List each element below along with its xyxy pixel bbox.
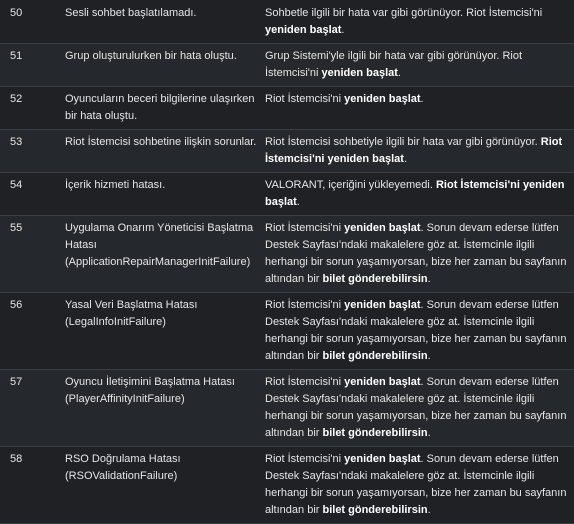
error-message-cell: İçerik hizmeti hatası. [65,173,265,216]
error-solution-cell [265,370,574,447]
solution-emphasis: bilet gönderebilirsin [322,350,428,362]
error-code-cell: 57 [0,370,65,447]
solution-emphasis: yeniden başlat [344,222,421,234]
error-solution-cell [265,173,574,216]
error-message-cell: Yasal Veri Başlatma Hatası (LegalInfoInitFailure) [65,293,265,370]
solution-emphasis: bilet gönderebilirsin [322,273,428,285]
solution-text: Sohbetle ilgili bir hata var gibi görünüyor. Riot İstemcisi'ni [265,7,543,19]
solution-text: VALORANT, içeriğini yükleyemedi. [265,179,436,191]
error-solution-cell [265,87,574,130]
table-row [0,293,574,370]
solution-emphasis: yeniden başlat [344,93,421,105]
error-code-cell: 53 [0,130,65,173]
table-row [0,44,574,87]
solution-text: . [403,153,408,165]
error-solution-cell [265,216,574,293]
solution-text: . [296,196,300,208]
solution-text: Grup Sistemi'yle ilgili bir hata var gibi görünüyor. Riot İstemcisi'ni [265,50,523,79]
solution-text: . Sorun devam ederse lütfen Destek Sayfası'ndaki makalelere göz at. İstemcinle ilgili herhangi bir sorun yaşamıyorsan, bize her zaman bu sayfanın altından bir [265,453,567,516]
solution-emphasis: Riot İstemcisi'ni yeniden başlat [265,136,563,165]
error-message-cell: Sesli sohbet başlatılamadı. [65,0,265,44]
error-code-cell: 50 [0,0,65,44]
solution-text: . Sorun devam ederse lütfen Destek Sayfası'ndaki makalelere göz at. İstemcinle ilgili herhangi bir sorun yaşamıyorsan, bize her zaman bu sayfanın altından bir [265,376,567,439]
solution-text: . Sorun devam ederse lütfen Destek Sayfası'ndaki makalelere göz at. İstemcinle ilgili herhangi bir sorun yaşamıyorsan, bize her zaman bu sayfanın altından bir [265,299,567,362]
error-code-cell: 51 [0,44,65,87]
error-message-cell: RSO Doğrulama Hatası (RSOValidationFailure) [65,447,265,524]
solution-text: . [427,273,431,285]
solution-text: Riot İstemcisi sohbetiyle ilgili bir hata var gibi görünüyor. [265,136,541,148]
error-solution-cell [265,0,574,44]
solution-text: Riot İstemcisi'ni [265,299,345,311]
error-code-cell: 54 [0,173,65,216]
error-message-cell: Riot İstemcisi sohbetine ilişkin sorunlar. [65,130,265,173]
error-message-cell: Grup oluşturulurken bir hata oluştu. [65,44,265,87]
error-code-cell: 55 [0,216,65,293]
error-message-cell: Oyuncu İletişimini Başlatma Hatası (PlayerAffinityInitFailure) [65,370,265,447]
error-solution-cell [265,447,574,524]
solution-text: . [341,24,345,36]
solution-emphasis: yeniden başlat [321,67,398,79]
solution-emphasis: yeniden başlat [344,376,421,388]
solution-text: . [427,350,431,362]
solution-emphasis: bilet gönderebilirsin [322,504,428,516]
solution-emphasis: yeniden başlat [344,299,421,311]
solution-text: . [427,504,431,516]
table-row [0,87,574,130]
error-code-cell: 58 [0,447,65,524]
table-row [0,0,574,44]
error-solution-cell [265,44,574,87]
solution-text: . Sorun devam ederse lütfen Destek Sayfası'ndaki makalelere göz at. İstemcinle ilgili herhangi bir sorun yaşamıyorsan, bize her zaman bu sayfanın altından bir [265,222,567,285]
solution-emphasis: bilet gönderebilirsin [322,427,428,439]
table-row [0,447,574,524]
solution-text: Riot İstemcisi'ni [265,222,345,234]
table-row [0,370,574,447]
solution-emphasis: yeniden başlat [265,24,342,36]
solution-emphasis: yeniden başlat [344,453,421,465]
solution-text: . [397,67,401,79]
table-row [0,216,574,293]
solution-text: Riot İstemcisi'ni [265,376,345,388]
error-message-cell: Oyuncuların beceri bilgilerine ulaşırken bir hata oluştu. [65,87,265,130]
solution-text: Riot İstemcisi'ni [265,453,345,465]
error-code-cell: 56 [0,293,65,370]
error-message-cell: Uygulama Onarım Yöneticisi Başlatma Hatası (ApplicationRepairManagerInitFailure) [65,216,265,293]
solution-text: . [420,93,424,105]
error-solution-cell [265,130,574,173]
table-row [0,130,574,173]
solution-text: . [427,427,431,439]
error-code-cell: 52 [0,87,65,130]
table-row [0,173,574,216]
solution-text: Riot İstemcisi'ni [265,93,345,105]
solution-emphasis: Riot İstemcisi'ni yeniden başlat [265,179,565,208]
error-solution-cell [265,293,574,370]
